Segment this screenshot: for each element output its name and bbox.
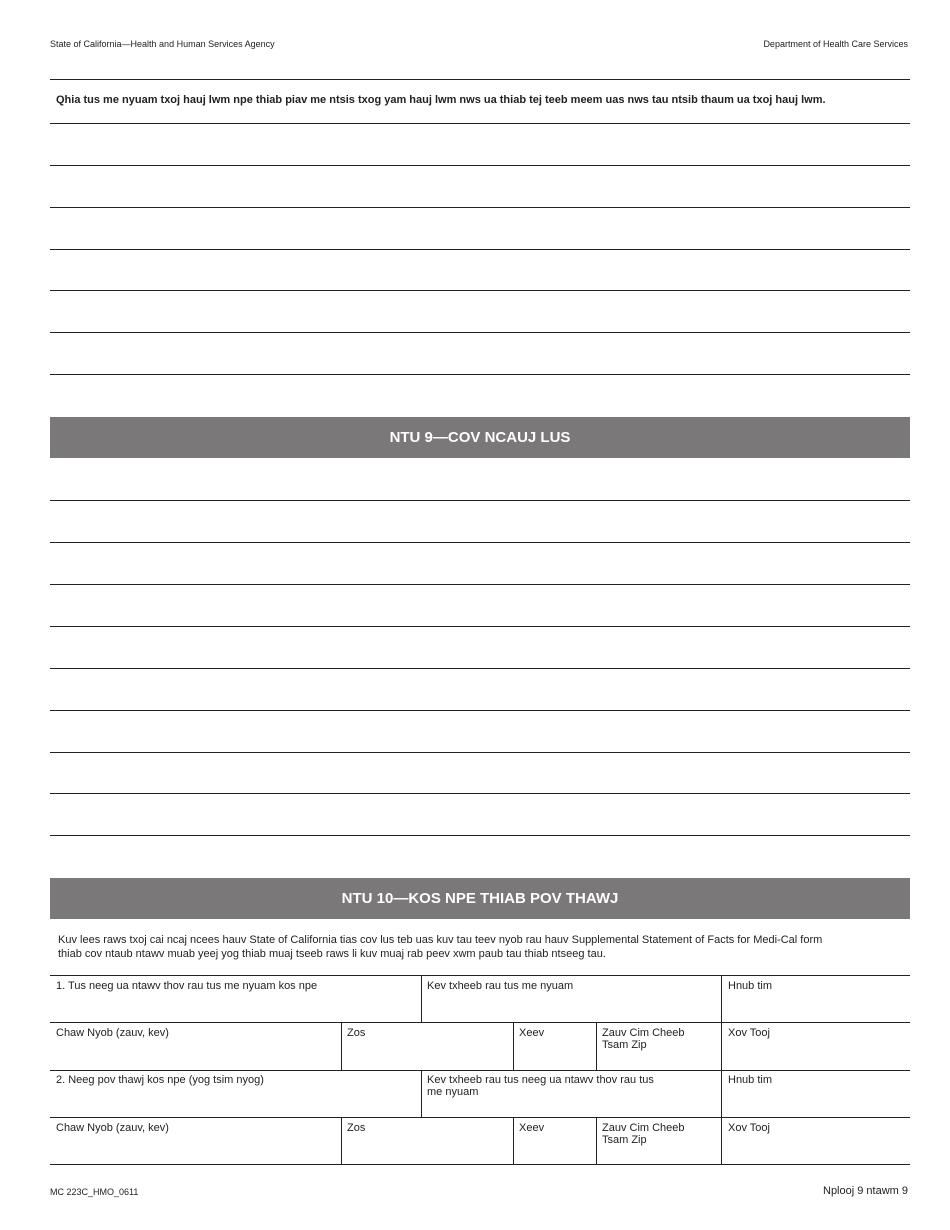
section-10-banner: NTU 10—KOS NPE THIAB POV THAWJ xyxy=(50,878,910,919)
writing-line[interactable] xyxy=(50,374,910,375)
writing-line[interactable] xyxy=(50,752,910,753)
divider xyxy=(50,79,910,80)
table-border xyxy=(50,1070,910,1071)
writing-line[interactable] xyxy=(50,207,910,208)
table-border xyxy=(50,1022,910,1023)
cell-divider xyxy=(721,1117,722,1164)
writing-line[interactable] xyxy=(50,793,910,794)
table-border xyxy=(50,975,910,976)
zip-label-2: Tsam Zip xyxy=(602,1134,647,1146)
writing-line[interactable] xyxy=(50,290,910,291)
cell-divider xyxy=(341,1022,342,1070)
declaration-line-2: thiab cov ntaub ntawv muab yeej yog thiab muaj tseeb raws li kuv muaj rab peev xwm paub tau thiab ntseeg tau. xyxy=(58,948,606,960)
witness-zip-field[interactable] xyxy=(602,1122,685,1146)
cell-divider xyxy=(596,1117,597,1164)
zip-label-1: Zauv Cim Cheeb xyxy=(602,1122,685,1134)
form-id: MC 223C_HMO_0611 xyxy=(50,1187,139,1197)
writing-line[interactable] xyxy=(50,542,910,543)
cell-divider xyxy=(341,1117,342,1164)
writing-line[interactable] xyxy=(50,332,910,333)
cell-divider xyxy=(421,975,422,1022)
writing-line[interactable] xyxy=(50,626,910,627)
writing-line[interactable] xyxy=(50,249,910,250)
cell-divider xyxy=(721,975,722,1022)
applicant-signature-field[interactable]: 1. Tus neeg ua ntawv thov rau tus me nyuam kos npe xyxy=(56,980,318,992)
relation-label-2: me nyuam xyxy=(427,1086,479,1098)
address-field[interactable]: Chaw Nyob (zauv, kev) xyxy=(56,1027,169,1039)
agency-header: State of California—Health and Human Services Agency xyxy=(50,39,275,49)
section-9-banner: NTU 9—COV NCAUJ LUS xyxy=(50,417,910,458)
witness-phone-field[interactable]: Xov Tooj xyxy=(728,1122,770,1134)
relation-label-1: Kev txheeb rau tus neeg ua ntawv thov rau tus xyxy=(427,1074,654,1086)
writing-line[interactable] xyxy=(50,710,910,711)
witness-state-field[interactable]: Xeev xyxy=(519,1122,545,1134)
department-header: Department of Health Care Services xyxy=(763,39,908,49)
cell-divider xyxy=(721,1070,722,1117)
witness-address-field[interactable]: Chaw Nyob (zauv, kev) xyxy=(56,1122,169,1134)
phone-field[interactable]: Xov Tooj xyxy=(728,1027,770,1039)
cell-divider xyxy=(421,1070,422,1117)
writing-line[interactable] xyxy=(50,835,910,836)
city-field[interactable]: Zos xyxy=(347,1027,366,1039)
witness-signature-field[interactable]: 2. Neeg pov thawj kos npe (yog tsim nyog) xyxy=(56,1074,264,1086)
table-border xyxy=(50,1117,910,1118)
state-field[interactable]: Xeev xyxy=(519,1027,545,1039)
writing-line[interactable] xyxy=(50,165,910,166)
zip-field[interactable] xyxy=(602,1027,685,1051)
declaration-line-1: Kuv lees raws txoj cai ncaj ncees hauv State of California tias cov lus teb uas kuv tau teev nyob rau hauv Supplemental Statement of Facts for Medi-Cal form xyxy=(58,934,823,946)
writing-line[interactable] xyxy=(50,123,910,124)
relationship-field[interactable]: Kev txheeb rau tus me nyuam xyxy=(427,980,574,992)
cell-divider xyxy=(596,1022,597,1070)
date-field[interactable]: Hnub tim xyxy=(728,980,773,992)
cell-divider xyxy=(513,1022,514,1070)
witness-date-field[interactable]: Hnub tim xyxy=(728,1074,773,1086)
cell-divider xyxy=(513,1117,514,1164)
zip-label-1: Zauv Cim Cheeb xyxy=(602,1027,685,1039)
page-number: Nplooj 9 ntawm 9 xyxy=(823,1185,908,1197)
zip-label-2: Tsam Zip xyxy=(602,1039,647,1051)
cell-divider xyxy=(721,1022,722,1070)
witness-relationship-field[interactable] xyxy=(427,1074,654,1098)
job-instruction: Qhia tus me nyuam txoj hauj lwm npe thiab piav me ntsis txog yam hauj lwm nws ua thiab tej teeb meem uas nws tau ntsib thaum ua txoj hauj lwm. xyxy=(56,94,826,106)
writing-line[interactable] xyxy=(50,500,910,501)
witness-city-field[interactable]: Zos xyxy=(347,1122,366,1134)
writing-line[interactable] xyxy=(50,584,910,585)
writing-line[interactable] xyxy=(50,668,910,669)
table-border xyxy=(50,1164,910,1165)
